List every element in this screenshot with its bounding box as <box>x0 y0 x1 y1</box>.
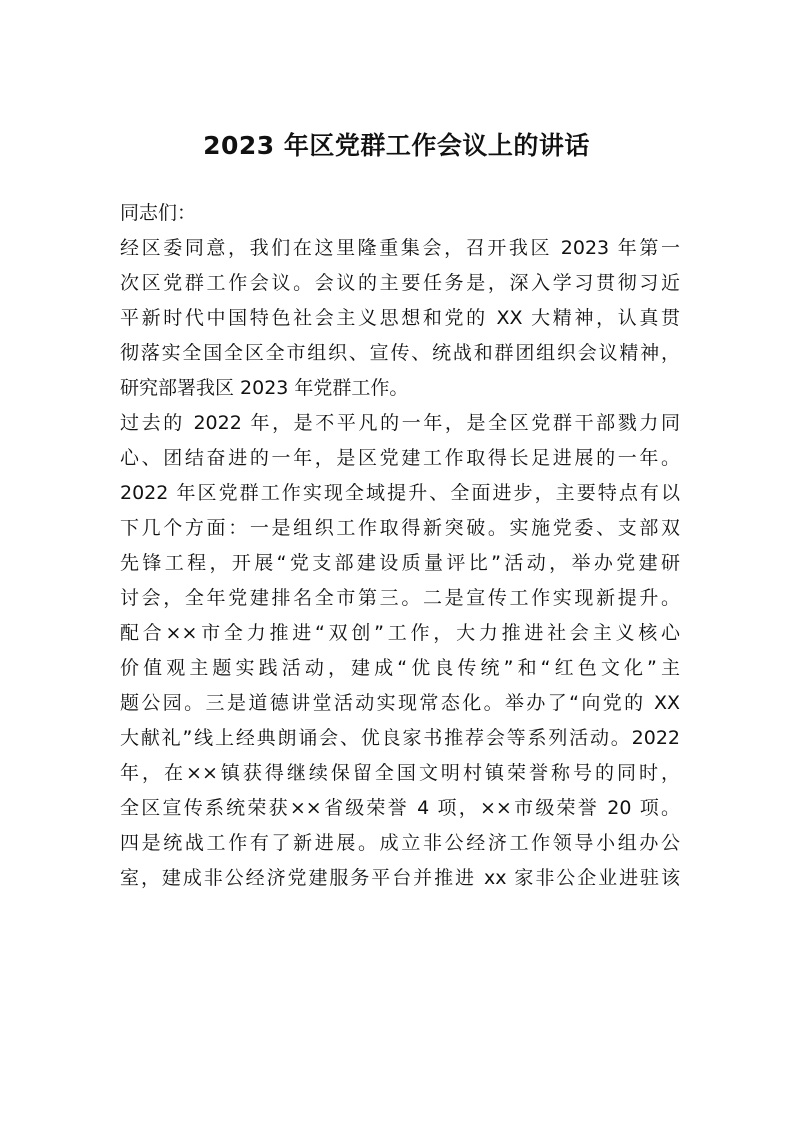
paragraph-line: 讨会，全年党建排名全市第三。二是宣传工作实现新提升。 <box>120 587 680 609</box>
paragraph-line: 先锋工程，开展“党支部建设质量评比”活动，举办党建研 <box>120 552 680 574</box>
paragraph-line: 彻落实全国全区全市组织、宣传、统战和群团组织会议精神， <box>120 342 680 364</box>
paragraph-line: 过去的 2022 年，是不平凡的一年，是全区党群干部戮力同 <box>120 412 680 434</box>
paragraph-line: 2022 年区党群工作实现全域提升、全面进步，主要特点有以 <box>120 482 680 504</box>
paragraph-line: 心、团结奋进的一年，是区党建工作取得长足进展的一年。 <box>120 447 680 469</box>
paragraph-line: 研究部署我区 2023 年党群工作。 <box>120 377 409 399</box>
paragraph-line: 配合××市全力推进“双创”工作，大力推进社会主义核心 <box>120 622 680 644</box>
salutation-line: 同志们： <box>120 202 197 224</box>
paragraph-line: 年，在××镇获得继续保留全国文明村镇荣誉称号的同时， <box>120 762 680 784</box>
document-body <box>120 196 680 896</box>
paragraph-line: 平新时代中国特色社会主义思想和党的 XX 大精神，认真贯 <box>120 307 680 329</box>
paragraph-line: 室，建成非公经济党建服务平台并推进 xx 家非公企业进驻该 <box>120 867 680 889</box>
document-title: 2023 年区党群工作会议上的讲话 <box>203 131 590 160</box>
paragraph-line: 大献礼”线上经典朗诵会、优良家书推荐会等系列活动。2022 <box>120 727 680 749</box>
paragraph-line: 经区委同意，我们在这里隆重集会，召开我区 2023 年第一 <box>120 237 680 259</box>
paragraph-line: 全区宣传系统荣获××省级荣誉 4 项，××市级荣誉 20 项。 <box>120 797 680 819</box>
paragraph-line: 四是统战工作有了新进展。成立非公经济工作领导小组办公 <box>120 832 680 854</box>
paragraph-line: 下几个方面：一是组织工作取得新突破。实施党委、支部双 <box>120 517 680 539</box>
paragraph-line: 题公园。三是道德讲堂活动实现常态化。举办了“向党的 XX <box>120 692 680 714</box>
paragraph-line: 次区党群工作会议。会议的主要任务是，深入学习贯彻习近 <box>120 272 680 294</box>
paragraph-line: 价值观主题实践活动，建成“优良传统”和“红色文化”主 <box>120 657 680 679</box>
